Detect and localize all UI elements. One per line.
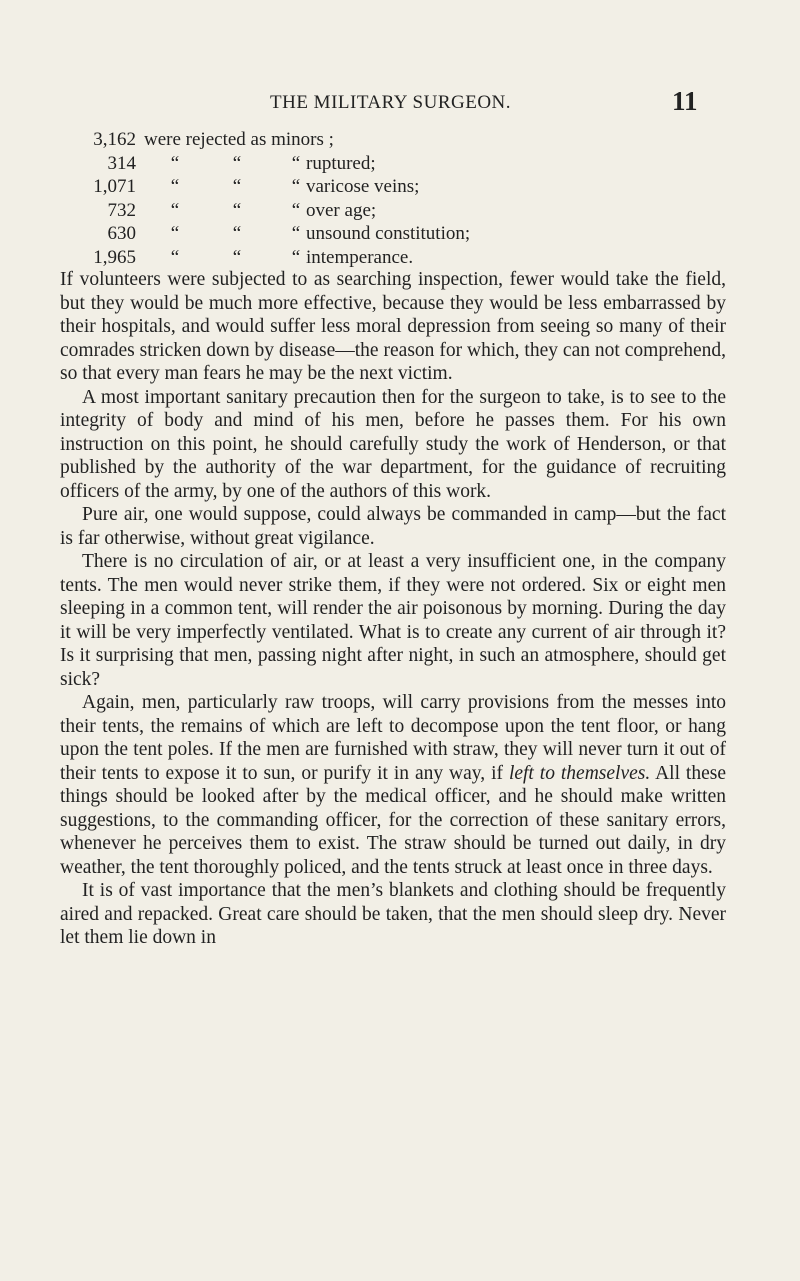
running-head	[0, 86, 800, 126]
rejection-count: 1,071	[93, 176, 136, 197]
paragraph: It is of vast importance that the men’s blankets and clothing should be frequently aired and repacked. Great care should be taken, that the men should sleep dry. Never let them lie down in	[60, 880, 726, 948]
rejection-reason: unsound constitution;	[306, 223, 471, 244]
rejection-count: 1,965	[93, 246, 136, 268]
rejection-reason: intemperance.	[306, 246, 414, 268]
paragraph: A most important sanitary precaution then for the surgeon to take, is to see to the integrity of body and mind of his men, before he passes them. For his own instruction on this point, he should carefully study the work of Henderson, or that published by the authority of the war department, for the guidance of recruiting officers of the army, by one of the authors of this work.	[60, 386, 726, 502]
ditto-mark: “	[170, 223, 180, 244]
ditto-mark: “	[232, 223, 242, 244]
rejection-count: 630	[107, 223, 136, 244]
paragraph: Pure air, one would suppose, could always be commanded in camp—but the fact is far otherwise, without great vigilance.	[60, 504, 726, 549]
ditto-mark: “	[170, 176, 180, 197]
table-row	[84, 175, 724, 199]
rejection-label: were rejected as minors ;	[144, 129, 334, 150]
body-text	[60, 268, 726, 950]
rejection-count: 3,162	[93, 129, 136, 150]
table-row	[84, 222, 724, 246]
table-row	[84, 199, 724, 223]
rejection-count: 732	[107, 199, 136, 221]
ditto-mark: “	[170, 199, 180, 221]
ditto-mark: “	[232, 199, 242, 221]
table-row	[84, 152, 724, 176]
ditto-mark: “	[291, 176, 301, 197]
ditto-mark: “	[232, 152, 242, 174]
rejection-reason: ruptured;	[306, 152, 376, 174]
paragraph	[60, 691, 726, 879]
ditto-mark: “	[291, 223, 301, 244]
ditto-mark: “	[291, 199, 301, 221]
page-number: 11	[672, 86, 698, 116]
rejection-reason: varicose veins;	[306, 176, 420, 197]
ditto-mark: “	[170, 152, 180, 174]
ditto-mark: “	[291, 152, 301, 174]
ditto-mark: “	[232, 246, 242, 268]
paragraph-text: All these things should be looked after by the medical officer, and he should make written suggestions, to the commanding officer, for the correction of these sanitary errors, whenever he perceives them to exist. The straw should be turned out daily, in dry weather, the tent thoroughly policed, and the tents struck at least once in three days.	[60, 762, 726, 878]
paragraph: If volunteers were subjected to as searching inspection, fewer would take the field, but they would be much more effective, because they would be less embarrassed by their hospitals, and would suffer less moral depression from seeing so many of their comrades stricken down by disease—the reason for which, they can not comprehend, so that every man fears he may be the next victim.	[60, 269, 726, 384]
running-title: THE MILITARY SURGEON.	[270, 92, 512, 113]
paragraph: There is no circulation of air, or at least a very insufficient one, in the company tents. The men would never strike them, if they were not ordered. Six or eight men sleeping in a common tent, will render the air poisonous by morning. During the day it will be very imperfectly ventilated. What is to create any current of air through it? Is it surprising that men, passing night after night, in such an atmosphere, should get sick?	[60, 551, 726, 690]
italic-emphasis: left to themselves.	[508, 762, 651, 784]
table-row	[84, 246, 724, 270]
rejection-table	[84, 128, 724, 269]
ditto-mark: “	[291, 246, 301, 268]
rejection-reason: over age;	[306, 199, 377, 221]
paragraph-text: Again, men, particularly raw troops, will carry provisions from the messes into their tents, the remains of which are left to decompose upon the tent floor, or hang upon the tent poles. If the men are furnished with straw, they will never turn it out of their tents to expose it to sun, or purify it in any way, if	[60, 692, 726, 784]
rejection-count: 314	[107, 152, 136, 174]
table-row	[84, 128, 724, 152]
ditto-mark: “	[170, 246, 180, 268]
ditto-mark: “	[232, 176, 242, 197]
